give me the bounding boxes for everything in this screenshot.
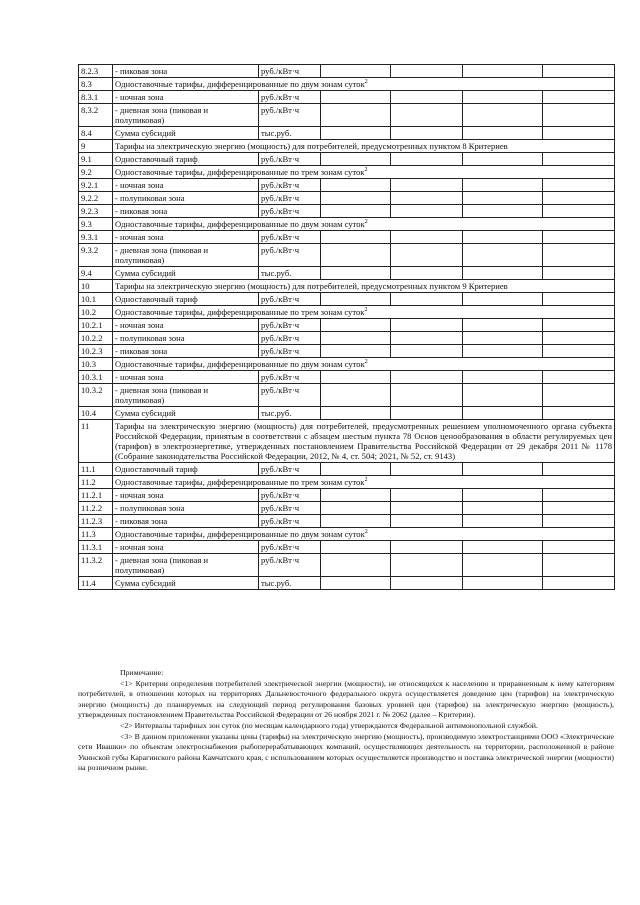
- table-row: [79, 319, 615, 332]
- row-label: Сумма субсидий: [113, 407, 259, 420]
- row-number: 10.2.2: [79, 332, 113, 345]
- value-cell: [391, 153, 463, 166]
- table-row: [79, 244, 615, 267]
- table-row: [79, 179, 615, 192]
- value-cell: [391, 205, 463, 218]
- table-row: [79, 489, 615, 502]
- table-row: [79, 231, 615, 244]
- row-number: 10.3.2: [79, 384, 113, 407]
- row-label: Одноставочный тариф: [113, 153, 259, 166]
- row-unit: руб./кВт·ч: [259, 65, 321, 78]
- section-row: [79, 166, 615, 179]
- row-unit: руб./кВт·ч: [259, 371, 321, 384]
- section-heading-text: Одноставочные тарифы, дифференцированные по трем зонам суток: [115, 307, 365, 317]
- row-unit: руб./кВт·ч: [259, 541, 321, 554]
- tariff-table-sheet: [78, 64, 614, 590]
- footnote-ref: 2: [364, 529, 368, 536]
- row-number: 10.2.3: [79, 345, 113, 358]
- value-cell: [391, 319, 463, 332]
- section-heading: [113, 420, 615, 463]
- section-heading-text: Тарифы на электрическую энергию (мощность) для потребителей, предусмотренных решением уполномоченного органа субъекта Российской Федерации, принятым в соответствии с абзацем шестым пункта 78 Основ ценообразования в области регулируемых цен (тарифов) в электроэнергетике, утвержденных постановлением Правительства Российской Федерации от 29 декабря 2011 № 1178 (Собрание законодательства Российской Федерации, 2012, № 4, ст. 504; 2021, № 52, ст. 9143): [115, 421, 612, 461]
- value-cell: [463, 293, 543, 306]
- value-cell: [543, 231, 615, 244]
- row-unit: руб./кВт·ч: [259, 332, 321, 345]
- value-cell: [543, 244, 615, 267]
- row-unit: руб./кВт·ч: [259, 293, 321, 306]
- row-number: 8.3.2: [79, 104, 113, 127]
- value-cell: [321, 332, 391, 345]
- row-unit: руб./кВт·ч: [259, 554, 321, 577]
- footnote-ref: 2: [364, 307, 368, 314]
- value-cell: [463, 192, 543, 205]
- row-number: 9.3: [79, 218, 113, 231]
- value-cell: [543, 371, 615, 384]
- value-cell: [463, 554, 543, 577]
- value-cell: [391, 65, 463, 78]
- row-number: 9.4: [79, 267, 113, 280]
- value-cell: [391, 345, 463, 358]
- section-row: [79, 476, 615, 489]
- value-cell: [543, 577, 615, 590]
- value-cell: [391, 231, 463, 244]
- row-number: 11.1: [79, 463, 113, 476]
- row-number: 8.3.1: [79, 91, 113, 104]
- value-cell: [543, 127, 615, 140]
- value-cell: [463, 332, 543, 345]
- value-cell: [463, 541, 543, 554]
- value-cell: [391, 244, 463, 267]
- row-number: 8.2.3: [79, 65, 113, 78]
- table-row: [79, 384, 615, 407]
- value-cell: [543, 65, 615, 78]
- row-unit: руб./кВт·ч: [259, 153, 321, 166]
- section-heading: [113, 166, 615, 179]
- table-row: [79, 153, 615, 166]
- row-number: 11.2: [79, 476, 113, 489]
- row-unit: руб./кВт·ч: [259, 515, 321, 528]
- value-cell: [391, 554, 463, 577]
- row-label: Сумма субсидий: [113, 577, 259, 590]
- row-number: 10.2.1: [79, 319, 113, 332]
- row-number: 8.4: [79, 127, 113, 140]
- value-cell: [391, 577, 463, 590]
- table-row: [79, 127, 615, 140]
- value-cell: [463, 371, 543, 384]
- row-number: 11: [79, 420, 113, 463]
- row-unit: руб./кВт·ч: [259, 231, 321, 244]
- row-label: - ночная зона: [113, 319, 259, 332]
- section-heading-text: Одноставочные тарифы, дифференцированные по двум зонам суток: [115, 359, 365, 369]
- value-cell: [321, 541, 391, 554]
- table-row: [79, 192, 615, 205]
- value-cell: [321, 153, 391, 166]
- value-cell: [463, 463, 543, 476]
- table-row: [79, 577, 615, 590]
- value-cell: [463, 515, 543, 528]
- value-cell: [321, 267, 391, 280]
- row-label: - дневная зона (пиковая и полупиковая): [113, 384, 259, 407]
- value-cell: [463, 104, 543, 127]
- row-label: Сумма субсидий: [113, 267, 259, 280]
- value-cell: [463, 502, 543, 515]
- value-cell: [391, 541, 463, 554]
- value-cell: [463, 267, 543, 280]
- row-unit: руб./кВт·ч: [259, 205, 321, 218]
- table-row: [79, 65, 615, 78]
- footnote-ref: 2: [364, 219, 368, 226]
- value-cell: [391, 463, 463, 476]
- row-unit: руб./кВт·ч: [259, 104, 321, 127]
- notes-section: [78, 668, 614, 774]
- row-number: 10.3: [79, 358, 113, 371]
- row-label: - полупиковая зона: [113, 332, 259, 345]
- row-label: - полупиковая зона: [113, 502, 259, 515]
- value-cell: [321, 91, 391, 104]
- value-cell: [543, 179, 615, 192]
- section-heading-text: Одноставочные тарифы, дифференцированные по двум зонам суток: [115, 79, 365, 89]
- table-row: [79, 407, 615, 420]
- row-label: - ночная зона: [113, 489, 259, 502]
- row-number: 11.2.3: [79, 515, 113, 528]
- row-unit: руб./кВт·ч: [259, 345, 321, 358]
- value-cell: [543, 502, 615, 515]
- row-number: 11.4: [79, 577, 113, 590]
- section-heading: [113, 528, 615, 541]
- value-cell: [543, 192, 615, 205]
- value-cell: [391, 502, 463, 515]
- row-label: - ночная зона: [113, 91, 259, 104]
- section-row: [79, 140, 615, 153]
- section-heading-text: Тарифы на электрическую энергию (мощность) для потребителей, предусмотренных пунктом 8 Критериев: [115, 141, 508, 151]
- row-unit: тыс.руб.: [259, 577, 321, 590]
- row-unit: руб./кВт·ч: [259, 319, 321, 332]
- row-unit: руб./кВт·ч: [259, 384, 321, 407]
- section-heading-text: Одноставочные тарифы, дифференцированные по двум зонам суток: [115, 529, 365, 539]
- value-cell: [543, 541, 615, 554]
- section-row: [79, 306, 615, 319]
- table-row: [79, 267, 615, 280]
- value-cell: [463, 244, 543, 267]
- note-1: <1> Критерии определения потребителей электрической энергии (мощности), не относящихся к населению и приравненным к нему категориям потребителей, в отношении которых на территориях Дальневосточного федерального округа осуществляется доведение цен (тарифов) на электрическую энергию (мощность) до планируемых на следующий период регулирования базовых уровней цен (тарифов) на электрическую энергию (мощность), утвержденных постановлением Правительства Российской Федерации от 26 ноября 2021 г. № 2062 (далее – Критерии).: [78, 678, 614, 720]
- value-cell: [321, 205, 391, 218]
- value-cell: [463, 127, 543, 140]
- note-2: <2> Интервалы тарифных зон суток (по месяцам календарного года) утверждаются Федеральной антимонопольной службой.: [120, 720, 538, 730]
- footnote-ref: 2: [364, 79, 368, 86]
- value-cell: [463, 205, 543, 218]
- value-cell: [543, 267, 615, 280]
- row-number: 10.4: [79, 407, 113, 420]
- table-row: [79, 205, 615, 218]
- table-row: [79, 345, 615, 358]
- value-cell: [391, 384, 463, 407]
- section-row: [79, 78, 615, 91]
- table-row: [79, 515, 615, 528]
- value-cell: [543, 91, 615, 104]
- row-number: 9.2: [79, 166, 113, 179]
- row-number: 9.3.2: [79, 244, 113, 267]
- footnote-ref: 2: [364, 477, 368, 484]
- value-cell: [321, 65, 391, 78]
- row-number: 11.3.2: [79, 554, 113, 577]
- value-cell: [321, 463, 391, 476]
- table-row: [79, 91, 615, 104]
- row-number: 11.2.1: [79, 489, 113, 502]
- value-cell: [543, 104, 615, 127]
- row-number: 10.2: [79, 306, 113, 319]
- section-heading: [113, 280, 615, 293]
- value-cell: [543, 319, 615, 332]
- row-unit: руб./кВт·ч: [259, 244, 321, 267]
- value-cell: [463, 489, 543, 502]
- section-row: [79, 280, 615, 293]
- row-label: - дневная зона (пиковая и полупиковая): [113, 554, 259, 577]
- value-cell: [463, 319, 543, 332]
- value-cell: [543, 384, 615, 407]
- row-number: 11.3.1: [79, 541, 113, 554]
- value-cell: [391, 179, 463, 192]
- value-cell: [463, 179, 543, 192]
- row-label: Сумма субсидий: [113, 127, 259, 140]
- row-unit: руб./кВт·ч: [259, 463, 321, 476]
- row-number: 11.2.2: [79, 502, 113, 515]
- notes-title: Примечание:: [120, 668, 164, 677]
- value-cell: [321, 489, 391, 502]
- row-unit: тыс.руб.: [259, 127, 321, 140]
- section-row: [79, 420, 615, 463]
- table-row: [79, 104, 615, 127]
- row-number: 9.2.3: [79, 205, 113, 218]
- value-cell: [391, 407, 463, 420]
- value-cell: [391, 91, 463, 104]
- section-heading-text: Тарифы на электрическую энергию (мощность) для потребителей, предусмотренных пунктом 9 Критериев: [115, 281, 508, 291]
- row-number: 9.2.1: [79, 179, 113, 192]
- value-cell: [463, 65, 543, 78]
- value-cell: [463, 407, 543, 420]
- row-label: - полупиковая зона: [113, 192, 259, 205]
- value-cell: [543, 407, 615, 420]
- row-unit: руб./кВт·ч: [259, 179, 321, 192]
- row-label: - пиковая зона: [113, 345, 259, 358]
- row-number: 8.3: [79, 78, 113, 91]
- row-unit: руб./кВт·ч: [259, 489, 321, 502]
- value-cell: [543, 153, 615, 166]
- value-cell: [391, 293, 463, 306]
- value-cell: [543, 463, 615, 476]
- row-label: - дневная зона (пиковая и полупиковая): [113, 104, 259, 127]
- row-number: 9: [79, 140, 113, 153]
- row-number: 9.1: [79, 153, 113, 166]
- value-cell: [321, 293, 391, 306]
- row-unit: тыс.руб.: [259, 407, 321, 420]
- value-cell: [463, 577, 543, 590]
- value-cell: [321, 319, 391, 332]
- section-heading: [113, 218, 615, 231]
- section-row: [79, 218, 615, 231]
- section-heading: [113, 306, 615, 319]
- value-cell: [543, 554, 615, 577]
- value-cell: [321, 515, 391, 528]
- row-label: - ночная зона: [113, 231, 259, 244]
- value-cell: [463, 91, 543, 104]
- section-heading: [113, 78, 615, 91]
- table-row: [79, 554, 615, 577]
- value-cell: [463, 153, 543, 166]
- value-cell: [321, 192, 391, 205]
- section-heading-text: Одноставочные тарифы, дифференцированные по трем зонам суток: [115, 477, 365, 487]
- row-number: 10: [79, 280, 113, 293]
- section-row: [79, 358, 615, 371]
- value-cell: [543, 332, 615, 345]
- table-row: [79, 541, 615, 554]
- value-cell: [391, 104, 463, 127]
- section-heading: [113, 476, 615, 489]
- value-cell: [321, 179, 391, 192]
- row-number: 10.1: [79, 293, 113, 306]
- value-cell: [543, 515, 615, 528]
- value-cell: [543, 293, 615, 306]
- row-label: - пиковая зона: [113, 205, 259, 218]
- footnote-ref: 2: [364, 167, 368, 174]
- table-row: [79, 371, 615, 384]
- table-row: [79, 293, 615, 306]
- footnote-ref: 2: [364, 359, 368, 366]
- value-cell: [463, 231, 543, 244]
- section-heading: [113, 140, 615, 153]
- row-label: - ночная зона: [113, 371, 259, 384]
- section-heading-text: Одноставочные тарифы, дифференцированные по двум зонам суток: [115, 219, 365, 229]
- row-number: 9.3.1: [79, 231, 113, 244]
- value-cell: [321, 371, 391, 384]
- value-cell: [463, 345, 543, 358]
- row-label: - пиковая зона: [113, 65, 259, 78]
- row-label: Одноставочный тариф: [113, 293, 259, 306]
- value-cell: [321, 231, 391, 244]
- value-cell: [321, 502, 391, 515]
- value-cell: [321, 345, 391, 358]
- value-cell: [321, 104, 391, 127]
- row-unit: руб./кВт·ч: [259, 91, 321, 104]
- row-label: - пиковая зона: [113, 515, 259, 528]
- value-cell: [321, 384, 391, 407]
- table-row: [79, 332, 615, 345]
- note-3: <3> В данном приложении указаны цены (тарифы) на электрическую энергию (мощность), производимую электростанциями ООО «Электрические сети Ивашки» по объектам электроснабжения рыбоперерабатывающих компаний, осуществляющих деятельность на территории, расположенной в районе Укинской губы Карагинского района Камчатского края, с использованием которых осуществляется производство и поставка электрической энергии (мощности) на розничном рынке.: [78, 731, 614, 773]
- section-heading-text: Одноставочные тарифы, дифференцированные по трем зонам суток: [115, 167, 365, 177]
- row-label: - дневная зона (пиковая и полупиковая): [113, 244, 259, 267]
- value-cell: [391, 489, 463, 502]
- value-cell: [543, 345, 615, 358]
- value-cell: [391, 371, 463, 384]
- value-cell: [543, 205, 615, 218]
- row-number: 11.3: [79, 528, 113, 541]
- value-cell: [391, 267, 463, 280]
- value-cell: [463, 384, 543, 407]
- row-label: Одноставочный тариф: [113, 463, 259, 476]
- value-cell: [543, 489, 615, 502]
- row-unit: руб./кВт·ч: [259, 192, 321, 205]
- row-unit: руб./кВт·ч: [259, 502, 321, 515]
- value-cell: [391, 192, 463, 205]
- row-number: 10.3.1: [79, 371, 113, 384]
- value-cell: [391, 332, 463, 345]
- row-unit: тыс.руб.: [259, 267, 321, 280]
- value-cell: [391, 515, 463, 528]
- row-number: 9.2.2: [79, 192, 113, 205]
- value-cell: [391, 127, 463, 140]
- value-cell: [321, 244, 391, 267]
- table-row: [79, 463, 615, 476]
- table-row: [79, 502, 615, 515]
- row-label: - ночная зона: [113, 541, 259, 554]
- value-cell: [321, 554, 391, 577]
- value-cell: [321, 407, 391, 420]
- section-heading: [113, 358, 615, 371]
- row-label: - ночная зона: [113, 179, 259, 192]
- tariff-table: [78, 64, 615, 590]
- value-cell: [321, 127, 391, 140]
- value-cell: [321, 577, 391, 590]
- section-row: [79, 528, 615, 541]
